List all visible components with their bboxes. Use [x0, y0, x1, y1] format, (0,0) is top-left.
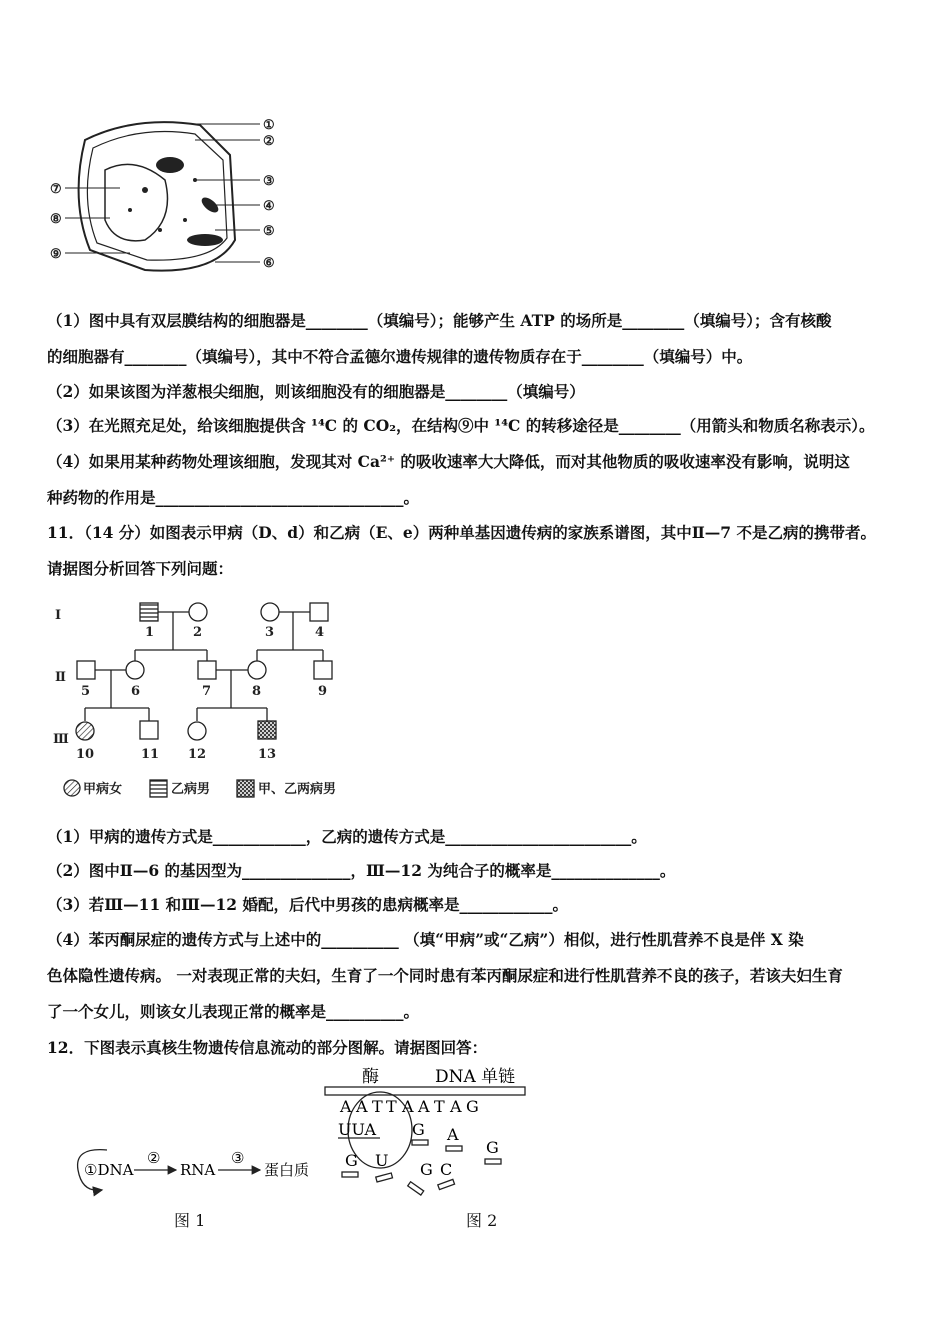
cell-label-3: ③	[263, 174, 275, 189]
id-3: 3	[265, 625, 275, 640]
fig2-free-6: G	[420, 1160, 433, 1179]
q10-line-5: （4）如果用某种药物处理该细胞，发现其对 Ca²⁺ 的吸收速率大大降低，而对其他物质的吸收速率没有影响，说明这	[47, 452, 850, 471]
fig2-free-5: U	[375, 1151, 389, 1170]
fig2-free-4: G	[345, 1151, 358, 1170]
fig2-base-7: T	[434, 1097, 445, 1116]
q12-line-1: 12．下图表示真核生物遗传信息流动的部分图解。请据图回答：	[47, 1038, 488, 1057]
id-10: 10	[76, 747, 95, 762]
legend-icon-a	[64, 780, 80, 796]
legend-ab: 甲、乙两病男	[258, 782, 337, 797]
fig2-free-7: C	[440, 1160, 453, 1179]
id-6: 6	[131, 684, 141, 699]
legend-icon-b	[150, 780, 167, 797]
id-8: 8	[252, 684, 262, 699]
id-4: 4	[315, 625, 325, 640]
fig1-dna: ①DNA	[84, 1161, 134, 1179]
fig1-protein: 蛋白质	[264, 1161, 310, 1179]
fig2-base-1: A	[340, 1097, 352, 1116]
q11-line-7: 色体隐性遗传病。 一对表现正常的夫妇，生育了一个同时患有苯丙酮尿症和进行性肌营养不良的孩子，若该夫妇生育	[47, 966, 843, 985]
person-13	[258, 721, 276, 739]
fig2-free-3: G	[486, 1138, 499, 1157]
fig2-strand: DNA 单链	[435, 1067, 516, 1087]
gen-label-II: Ⅱ	[55, 670, 66, 685]
cell-label-1: ①	[263, 118, 275, 133]
cell-label-4: ④	[263, 199, 275, 214]
gen-label-III: Ⅲ	[53, 732, 69, 747]
fig2-base-8: A	[450, 1097, 462, 1116]
pedigree-chart	[45, 595, 375, 805]
figure-1-flow	[72, 1135, 332, 1205]
cell-label-7: ⑦	[50, 182, 62, 197]
person-5	[77, 661, 95, 679]
q11-line-6: （4）苯丙酮尿症的遗传方式与上述中的__________ （填“甲病”或“乙病”）相似，进行性肌营养不良是伴 X 染	[47, 930, 804, 949]
fig2-base-5: A	[402, 1097, 414, 1116]
person-9	[314, 661, 332, 679]
q11-line-4: （2）图中Ⅱ—6 的基因型为______________，Ⅲ—12 为纯合子的概率是______________。	[47, 861, 676, 880]
fig1-step2: ②	[147, 1149, 161, 1167]
id-7: 7	[202, 684, 212, 699]
person-11	[140, 721, 158, 739]
id-2: 2	[193, 625, 203, 640]
fig2-base-3: T	[372, 1097, 383, 1116]
fig2-free-1: G	[412, 1120, 425, 1139]
fig2-base-6: A	[418, 1097, 430, 1116]
fig1-rna: RNA	[180, 1161, 216, 1179]
fig2-base-4: T	[386, 1097, 397, 1116]
q10-line-4: （3）在光照充足处，给该细胞提供含 ¹⁴C 的 CO₂，在结构⑨中 ¹⁴C 的转移途径是________（用箭头和物质名称表示）。	[47, 416, 875, 435]
cell-label-5: ⑤	[263, 224, 275, 239]
q10-line-6: 种药物的作用是________________________________。	[47, 488, 420, 507]
person-6	[126, 661, 144, 679]
id-5: 5	[81, 684, 91, 699]
person-12	[188, 722, 206, 740]
cell-label-9: ⑨	[50, 247, 62, 262]
fig2-base-9: G	[466, 1097, 479, 1116]
q11-line-1: 11．（14 分）如图表示甲病（D、d）和乙病（E、e）两种单基因遗传病的家族系谱图，其中Ⅱ—7 不是乙病的携带者。	[47, 523, 876, 542]
person-1	[140, 603, 158, 621]
cell-label-2: ②	[263, 134, 275, 149]
gen-label-I: Ⅰ	[55, 608, 62, 623]
person-8	[248, 661, 266, 679]
fig1-caption: 图 1	[174, 1211, 206, 1230]
cell-label-8: ⑧	[50, 212, 62, 227]
person-4	[310, 603, 328, 621]
q11-line-3: （1）甲病的遗传方式是____________，乙病的遗传方式是________________________。	[47, 827, 647, 846]
fig2-paired: UUA	[338, 1120, 377, 1139]
person-10	[76, 722, 94, 740]
figure-2-transcription	[320, 1060, 540, 1200]
cell-label-6: ⑥	[263, 256, 275, 271]
legend-a: 甲病女	[83, 782, 123, 797]
person-7	[198, 661, 216, 679]
q11-line-5: （3）若Ⅲ—11 和Ⅲ—12 婚配，后代中男孩的患病概率是____________。	[47, 895, 568, 914]
id-1: 1	[145, 625, 155, 640]
fig2-caption: 图 2	[466, 1211, 498, 1230]
id-12: 12	[188, 747, 207, 762]
person-2	[189, 603, 207, 621]
legend-icon-ab	[237, 780, 254, 797]
legend-b: 乙病男	[171, 782, 211, 797]
fig2-free-2: A	[447, 1125, 459, 1144]
fig1-step3: ③	[231, 1149, 245, 1167]
q11-line-2: 请据图分析回答下列问题：	[47, 559, 234, 578]
q10-line-2: 的细胞器有________（填编号），其中不符合孟德尔遗传规律的遗传物质存在于________（填编号）中。	[47, 347, 753, 366]
q11-line-8: 了一个女儿，则该女儿表现正常的概率是__________。	[47, 1002, 420, 1021]
id-11: 11	[141, 747, 160, 762]
id-9: 9	[318, 684, 328, 699]
id-13: 13	[258, 747, 277, 762]
cell-diagram	[45, 110, 295, 280]
q10-line-1: （1）图中具有双层膜结构的细胞器是________（填编号）；能够产生 ATP 的场所是________（填编号）；含有核酸	[47, 311, 832, 330]
q10-line-3: （2）如果该图为洋葱根尖细胞，则该细胞没有的细胞器是________（填编号）	[47, 382, 585, 401]
fig2-enzyme: 酶	[362, 1067, 379, 1087]
fig2-base-2: A	[356, 1097, 368, 1116]
person-3	[261, 603, 279, 621]
